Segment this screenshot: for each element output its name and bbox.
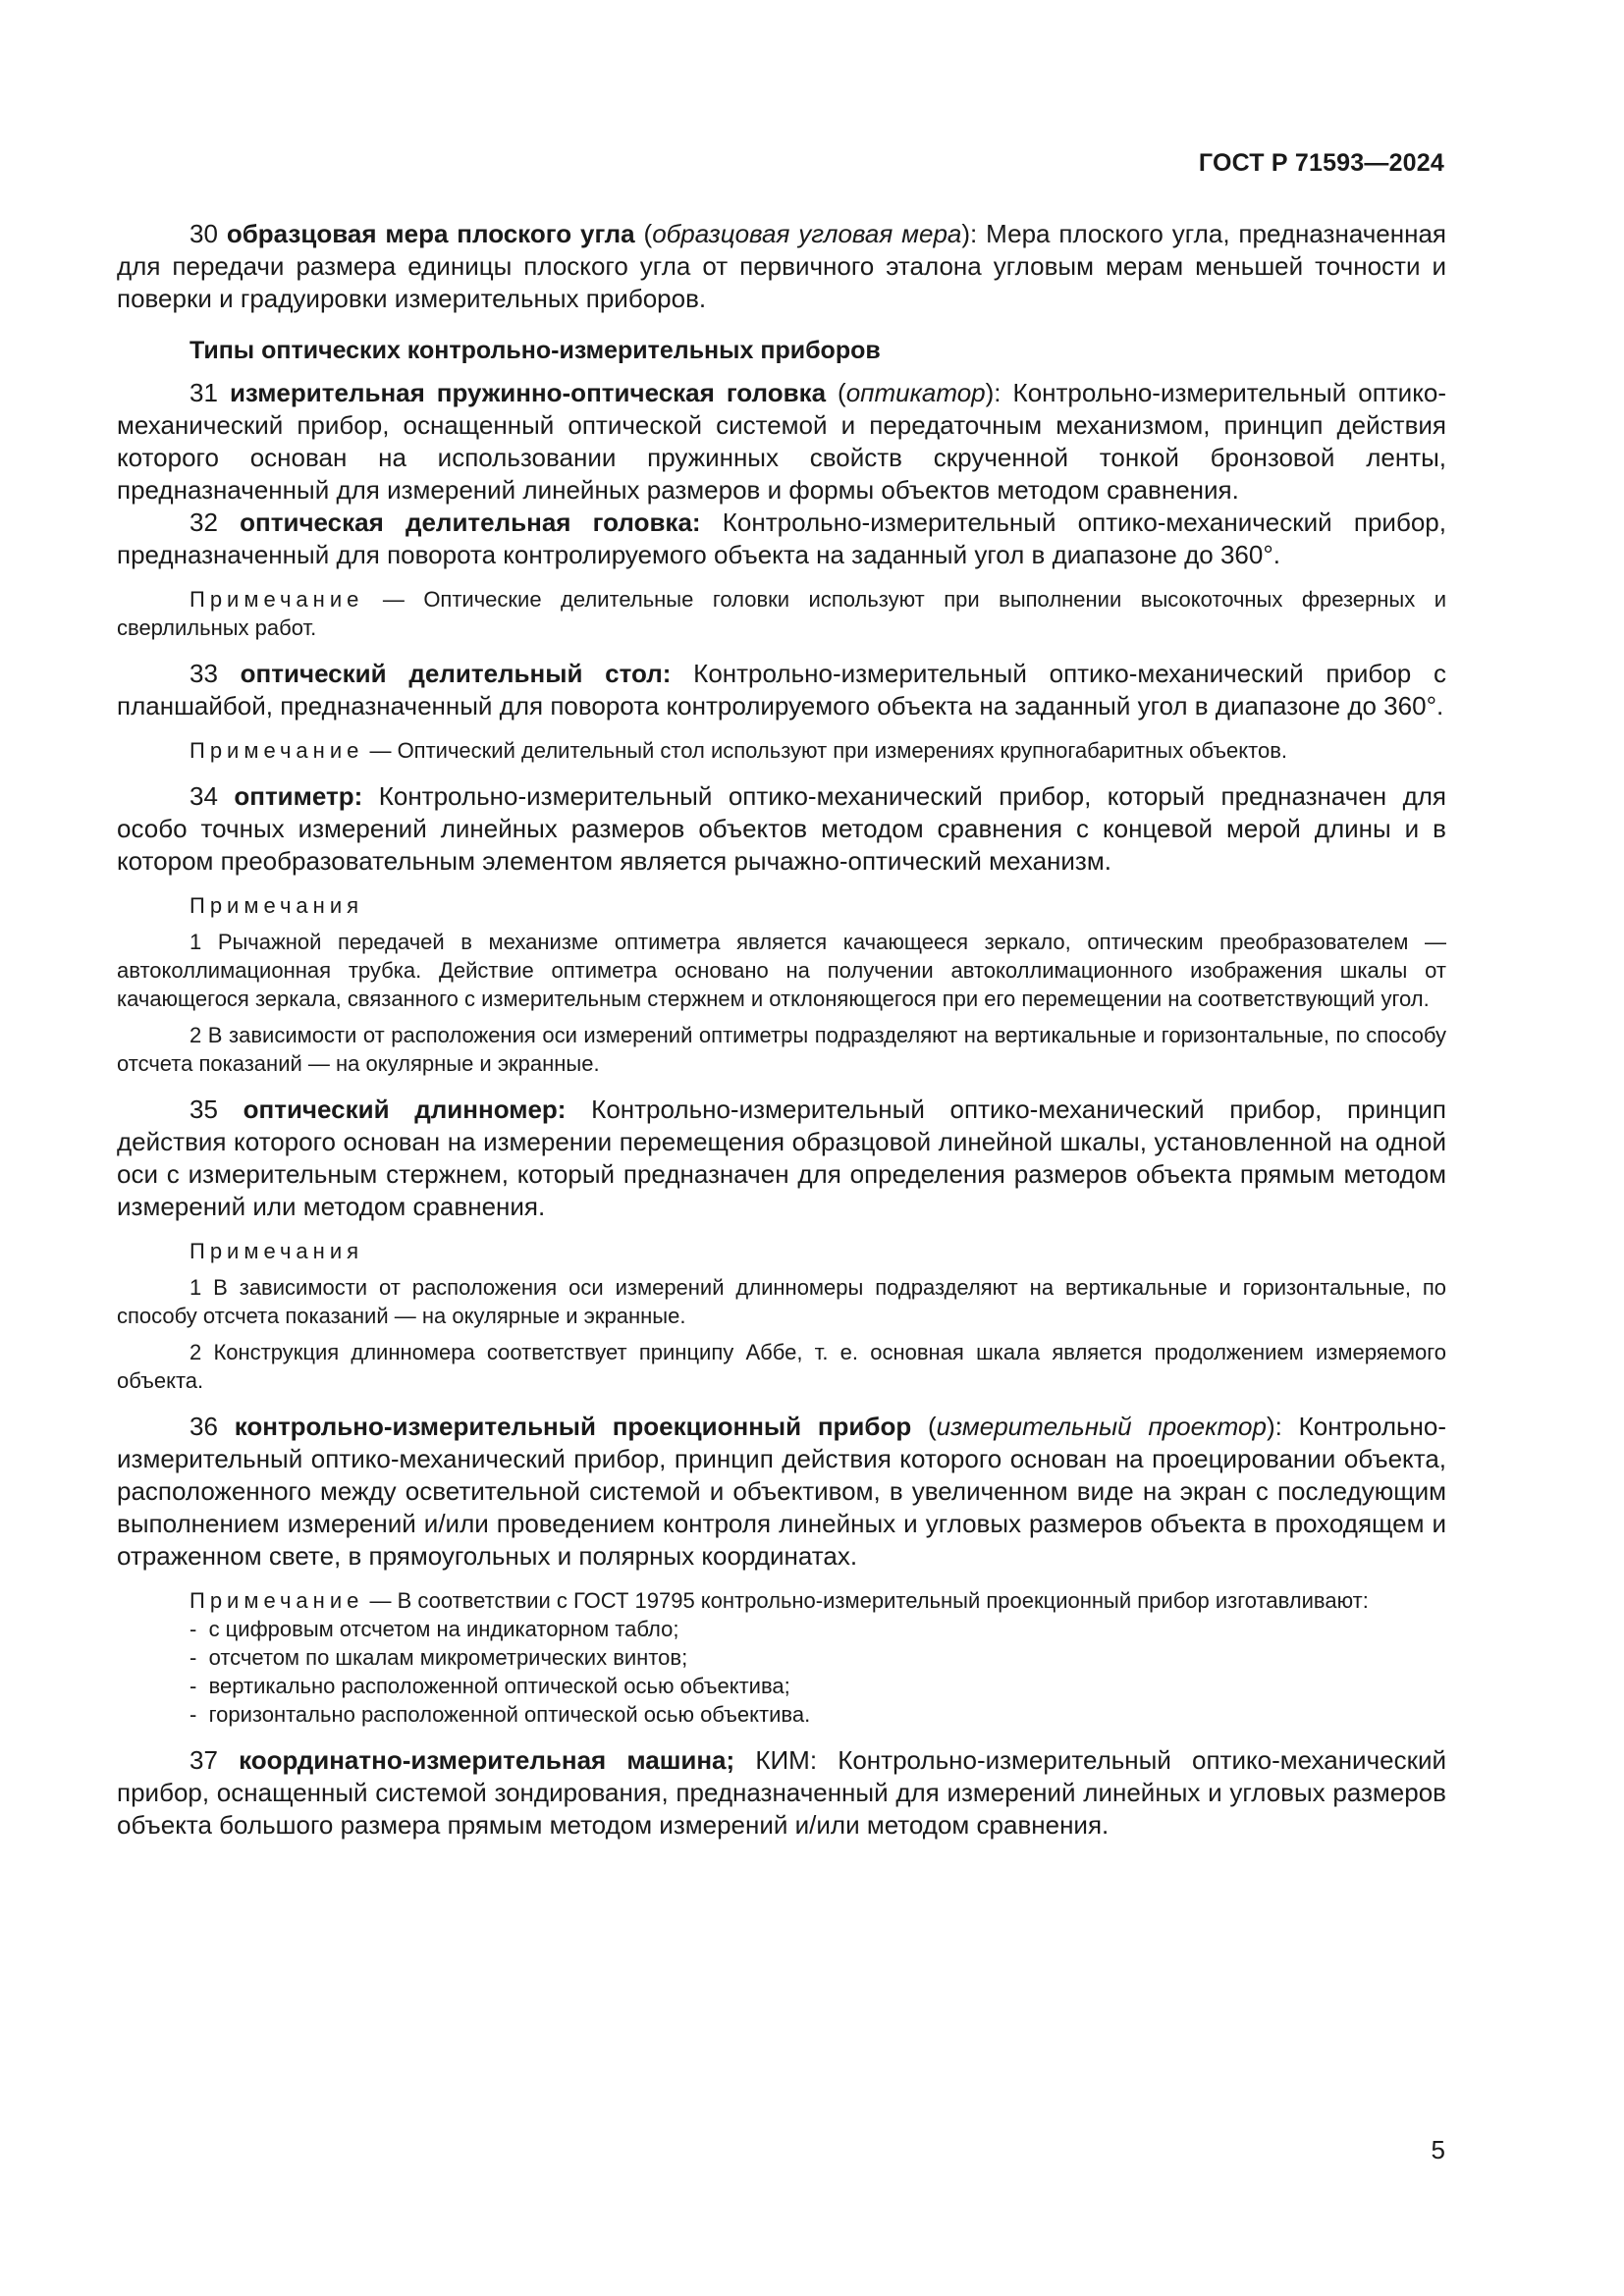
term-definition: Контрольно-измерительный оптико-механический прибор, принцип действия которого основан на измерении перемещения образцовой линейной шкалы, установленной на одной оси с измерительным стержнем, который предназначен для определения размеров объекта прямым методом измерений или методом сравнения. (117, 1095, 1446, 1221)
paren: ( (911, 1412, 937, 1441)
note-item: 1 В зависимости от расположения оси измерений длинномеры подразделяют на вертикальные и горизонтальные, по способу отсчета показаний — на окулярные и экранные. (117, 1275, 1446, 1328)
term-abbreviation: КИМ (734, 1745, 810, 1775)
note-36 (117, 1586, 1446, 1615)
notes-title-34: Примечания (189, 893, 364, 918)
list-item: - отсчетом по шкалам микрометрических винтов; (189, 1643, 1446, 1672)
term-31 (117, 377, 1446, 507)
term-number: 31 (189, 378, 218, 407)
note-32 (117, 585, 1446, 642)
term-name: контрольно-измерительный проекционный прибор (234, 1412, 912, 1441)
section-heading: Типы оптических контрольно-измерительных приборов (189, 337, 881, 364)
term-name: измерительная пружинно-оптическая головка (229, 378, 827, 407)
note-text: — В соответствии с ГОСТ 19795 контрольно-измерительный проекционный прибор изготавливают: (363, 1588, 1369, 1613)
term-synonym: оптикатор (845, 378, 986, 407)
term-synonym: измерительный проектор (936, 1412, 1267, 1441)
paren: ): (985, 378, 1013, 407)
note-label: Примечание (189, 1588, 364, 1613)
term-name: оптический делительный стол: (240, 659, 672, 688)
term-number: 30 (189, 219, 218, 248)
paren: ): (961, 219, 987, 248)
term-name: оптическая делительная головка: (240, 507, 701, 537)
term-30 (117, 218, 1446, 315)
list-item: - вертикально расположенной оптической осью объектива; (189, 1672, 1446, 1700)
note-item: 2 В зависимости от расположения оси измерений оптиметры подразделяют на вертикальные и горизонтальные, по способу отсчета показаний — на окулярные и экранные. (117, 1023, 1446, 1076)
term-definition: Контрольно-измерительный оптико-механический прибор, который предназначен для особо точных измерений линейных размеров объектов методом сравнения с концевой мерой длины и в котором преобразовательным элементом является рычажно-оптический механизм. (117, 781, 1446, 876)
term-33 (117, 658, 1446, 722)
term-number: 37 (189, 1745, 218, 1775)
list-item: - с цифровым отсчетом на индикаторном табло; (189, 1615, 1446, 1643)
paren: ( (634, 219, 653, 248)
document-body (117, 218, 1446, 1842)
note-list-36 (117, 1615, 1446, 1729)
term-number: 32 (189, 507, 218, 537)
term-definition: Контрольно-измерительный оптико-механический прибор, предназначенный для поворота контролируемого объекта на заданный угол в диапазоне до 360°. (117, 507, 1446, 569)
term-34 (117, 780, 1446, 878)
term-synonym: образцовая угловая мера (652, 219, 962, 248)
term-number: 34 (189, 781, 218, 811)
term-32 (117, 507, 1446, 571)
term-number: 33 (189, 659, 218, 688)
term-name: оптический длинномер: (243, 1095, 567, 1124)
term-name: координатно-измерительная машина; (239, 1745, 735, 1775)
term-36 (117, 1411, 1446, 1573)
term-definition: Мера плоского угла, предназначенная для передачи размера единицы плоского угла от первичного эталона угловым мерам меньшей точности и поверки и градуировки измерительных приборов. (117, 219, 1446, 313)
term-definition: Контрольно-измерительный оптико-механический прибор, оснащенный оптической системой и передаточным механизмом, принцип действия которого основан на использовании пружинных свойств скрученной тонкой бронзовой ленты, предназначенный для измерений линейных размеров и формы объектов методом сравнения. (117, 378, 1446, 505)
term-35 (117, 1094, 1446, 1223)
note-text: — Оптические делительные головки используют при выполнении высокоточных фрезерных и сверлильных работ. (117, 587, 1446, 640)
note-label: Примечание (189, 587, 364, 612)
term-definition: Контрольно-измерительный оптико-механический прибор с планшайбой, предназначенный для поворота контролируемого объекта на заданный угол в диапазоне до 360°. (117, 659, 1446, 721)
note-text: — Оптический делительный стол используют при измерениях крупногабаритных объектов. (363, 738, 1288, 763)
document-number: ГОСТ Р 71593—2024 (1198, 149, 1444, 177)
page-number: 5 (1431, 2135, 1445, 2164)
note-item: 2 Конструкция длинномера соответствует принципу Аббе, т. е. основная шкала является продолжением измеряемого объекта. (117, 1340, 1446, 1393)
list-item: - горизонтально расположенной оптической осью объектива. (189, 1700, 1446, 1729)
paren: ( (826, 378, 846, 407)
term-number: 36 (189, 1412, 218, 1441)
term-definition: : Контрольно-измерительный оптико-механический прибор, оснащенный системой зондирования, предназначенный для измерений линейных и угловых размеров объекта большого размера прямым методом измерений и/или методом сравнения. (117, 1745, 1447, 1840)
paren: ): (1266, 1412, 1299, 1441)
notes-title-35: Примечания (189, 1239, 364, 1263)
term-number: 35 (189, 1095, 218, 1124)
term-name: оптиметр: (234, 781, 363, 811)
term-37 (117, 1744, 1446, 1842)
note-item: 1 Рычажной передачей в механизме оптиметра является качающееся зеркало, оптическим преобразователем — автоколлимационная трубка. Действие оптиметра основано на получении автоколлимационного изображения шкалы от качающегося зеркала, связанного с измерительным стержнем и отклоняющегося при его перемещении на соответствующий угол. (117, 930, 1446, 1011)
note-33 (117, 736, 1446, 765)
term-definition: Контрольно-измерительный оптико-механический прибор, принцип действия которого основан на проецировании объекта, расположенного между осветительной системой и объективом, в увеличенном виде на экран с последующим выполнением измерений и/или проведением контроля линейных и угловых размеров объекта в проходящем и отраженном свете, в прямоугольных и полярных координатах. (117, 1412, 1447, 1571)
note-label: Примечание (189, 738, 364, 763)
term-name: образцовая мера плоского угла (226, 219, 635, 248)
